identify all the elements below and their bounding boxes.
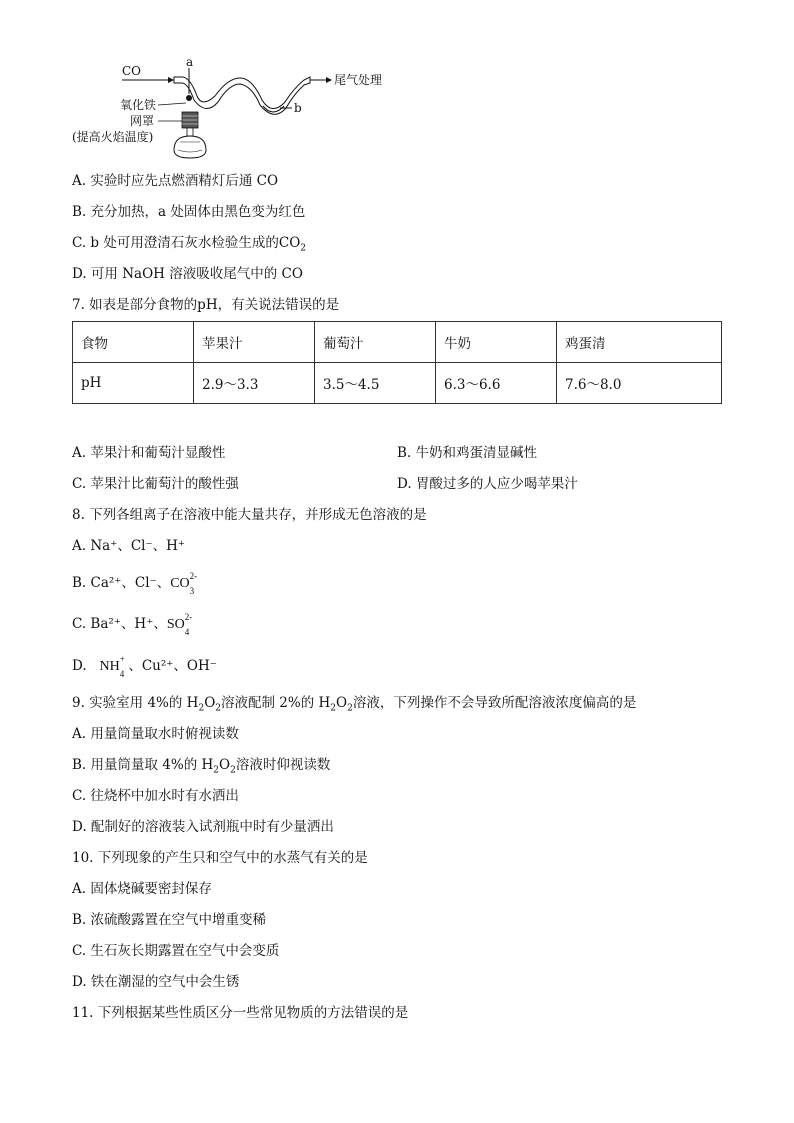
q7-option-a: A. 苹果汁和葡萄汁显酸性: [72, 445, 226, 461]
glass-tube: [174, 77, 310, 114]
q9-option-b-part: O: [219, 757, 231, 773]
carbonate-ion: [170, 571, 198, 596]
table-cell: 苹果汁: [194, 322, 315, 363]
q9-stem-part: 9. 实验室用 4%的 H: [72, 695, 199, 711]
q8-option-b: [72, 571, 198, 596]
q7-option-b: B. 牛奶和鸡蛋清显碱性: [397, 445, 538, 461]
alcohol-lamp: [174, 136, 206, 158]
q9-option-c: C. 往烧杯中加水时有水洒出: [72, 788, 239, 804]
q9-option-d: D. 配制好的溶液装入试剂瓶中时有少量洒出: [72, 819, 334, 835]
sulfate-ion-charge: 2-: [184, 612, 193, 622]
carbonate-ion-charge: 2-: [189, 571, 198, 581]
table-cell: 鸡蛋清: [557, 322, 722, 363]
q9-stem-part: O: [336, 695, 348, 711]
q9-stem-part: 溶液配制 2%的 H: [221, 695, 331, 711]
sulfate-ion-subscript: 4: [184, 627, 190, 637]
q9-subscript: 2: [215, 703, 221, 714]
sulfate-ion-symbol: SO: [166, 617, 185, 632]
table-row: [73, 322, 722, 363]
q9-subscript: 2: [347, 703, 353, 714]
food-ph-table: [72, 321, 722, 404]
ammonium-ion: [99, 654, 125, 679]
q10-option-d: D. 铁在潮湿的空气中会生锈: [72, 974, 240, 990]
q6-option-c-subscript: 2: [300, 243, 306, 254]
iron-oxide-pointer: [158, 103, 186, 105]
ammonium-ion-subscript: 4: [119, 669, 125, 679]
q6-option-b: B. 充分加热，a 处固体由黑色变为红色: [72, 204, 306, 220]
q7-option-d: D. 胃酸过多的人应少喝苹果汁: [397, 476, 578, 492]
table-cell: pH: [73, 363, 194, 404]
iron-oxide-sample: [186, 95, 192, 101]
q8-option-a: A. Na⁺、Cl⁻、H⁺: [72, 538, 185, 554]
q8-option-c: [72, 612, 193, 637]
table-row: [73, 363, 722, 404]
q9-stem-part: 溶液，下列操作不会导致所配溶液浓度偏高的是: [352, 695, 637, 711]
ammonium-ion-charge: +: [119, 654, 125, 664]
q9-stem: [72, 694, 636, 712]
q9-subscript: 2: [330, 703, 337, 714]
q7-stem: 7. 如表是部分食物的pH，有关说法错误的是: [72, 297, 340, 313]
ammonium-ion-symbol: NH: [99, 659, 120, 674]
q9-subscript: 2: [198, 703, 205, 714]
q6-option-c-text: C. b 处可用澄清石灰水检验生成的CO: [72, 235, 301, 251]
q10-stem: 10. 下列现象的产生只和空气中的水蒸气有关的是: [72, 850, 368, 866]
iron-oxide-label: 氧化铁: [120, 98, 157, 112]
label-b: b: [294, 101, 302, 115]
q6-option-a: A. 实验时应先点燃酒精灯后通 CO: [72, 173, 279, 189]
co-label: CO: [122, 64, 142, 78]
q11-stem: 11. 下列根据某些性质区分一些常见物质的方法错误的是: [72, 1005, 409, 1021]
q9-option-b-part: 溶液时仰视读数: [235, 757, 331, 773]
q9-option-a: A. 用量筒量取水时俯视读数: [72, 726, 239, 742]
table-cell: 3.5～4.5: [315, 363, 436, 404]
co-arrowhead-icon: [168, 77, 174, 83]
q10-option-c: C. 生石灰长期露置在空气中会变质: [72, 943, 280, 959]
q8-option-b-text: B. Ca²⁺、Cl⁻、: [72, 575, 171, 591]
q9-subscript: 2: [230, 765, 236, 776]
q8-option-d: [72, 654, 217, 679]
co-reduction-apparatus-diagram: [60, 58, 400, 168]
sulfate-ion: [166, 612, 193, 637]
q8-option-d-label: D.: [72, 658, 87, 674]
q8-option-c-text: C. Ba²⁺、H⁺、: [72, 616, 167, 632]
carbonate-ion-symbol: CO: [170, 576, 190, 591]
table-cell: 7.6～8.0: [557, 363, 722, 404]
table-cell: 食物: [73, 322, 194, 363]
exhaust-arrowhead-icon: [326, 77, 332, 83]
q6-option-c: [72, 234, 306, 252]
q6-option-d: D. 可用 NaOH 溶液吸收尾气中的 CO: [72, 266, 303, 282]
q9-stem-part: O: [204, 695, 216, 711]
q7-option-c: C. 苹果汁比葡萄汁的酸性强: [72, 476, 239, 492]
flame-note-label: (提高火焰温度): [72, 130, 154, 144]
q9-option-b: [72, 756, 330, 774]
q8-option-d-text: 、Cu²⁺、OH⁻: [128, 658, 217, 674]
exhaust-label: 尾气处理: [334, 73, 383, 87]
q8-stem: 8. 下列各组离子在溶液中能大量共存，并形成无色溶液的是: [72, 507, 427, 523]
lamp-neck: [187, 128, 193, 136]
net-cover-label: 网罩: [130, 114, 155, 128]
table-cell: 2.9～3.3: [194, 363, 315, 404]
q10-option-b: B. 浓硫酸露置在空气中增重变稀: [72, 912, 267, 928]
q9-subscript: 2: [213, 765, 220, 776]
label-a: a: [186, 58, 194, 69]
q9-option-b-part: B. 用量筒量取 4%的 H: [72, 757, 214, 773]
table-cell: 牛奶: [436, 322, 557, 363]
q10-option-a: A. 固体烧碱要密封保存: [72, 881, 212, 897]
carbonate-ion-subscript: 3: [189, 586, 195, 596]
table-cell: 葡萄汁: [315, 322, 436, 363]
table-cell: 6.3～6.6: [436, 363, 557, 404]
